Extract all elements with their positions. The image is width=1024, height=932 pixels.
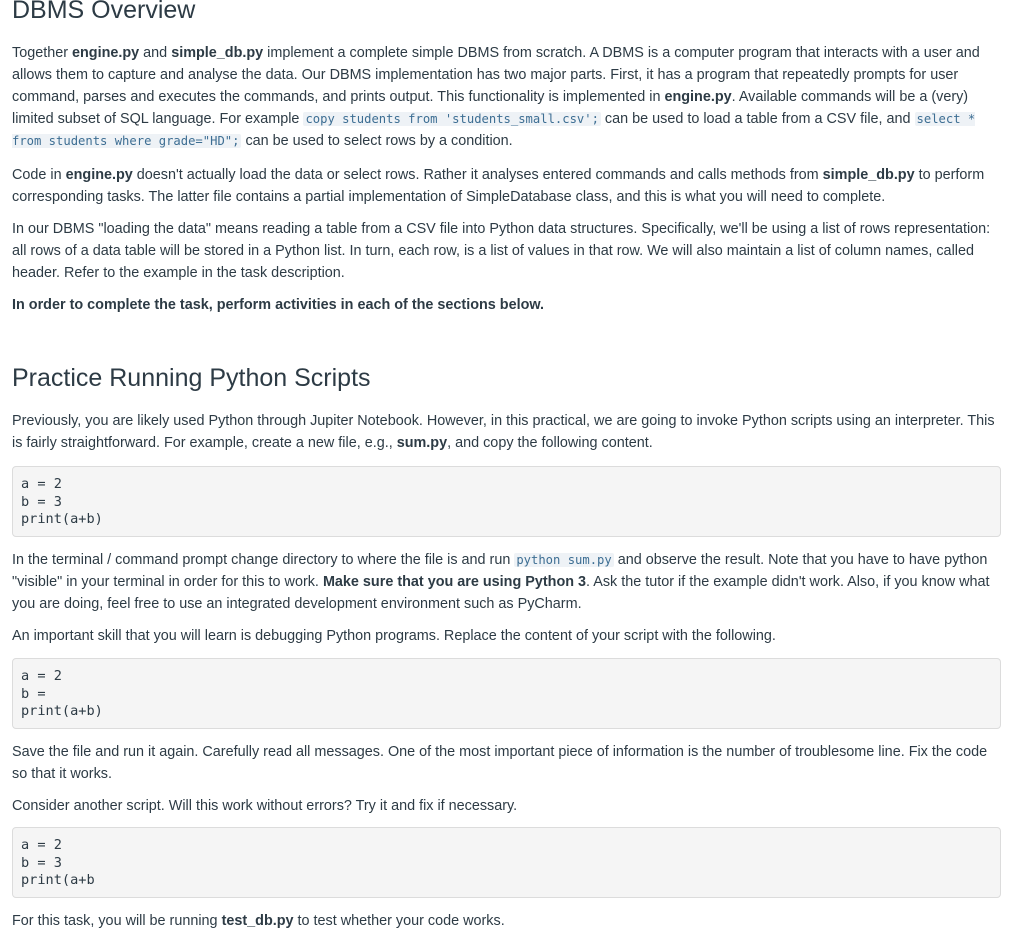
overview-paragraph-4: In order to complete the task, perform activities in each of the sections below. — [12, 297, 545, 313]
inline-code-copy-command: copy students from 'students_small.csv'; — [305, 112, 599, 126]
overview-paragraph-2: Code in engine.py doesn't actually load the data or select rows. Rather it analyses entered commands and calls methods from simple_db.py to perform corresponding tasks. The latter file contains a partial implementation of SimpleDatabase class, and this is what you will need to complete. — [12, 167, 985, 205]
code-line: b = 3 — [21, 854, 62, 871]
code-line: a = 2 — [21, 476, 62, 492]
engine-file-name: engine.py — [65, 167, 133, 183]
practice-paragraph-3: An important skill that you will learn is debugging Python programs. Replace the content of your script with the following. — [12, 628, 776, 644]
code-line: b = 3 — [21, 493, 62, 510]
practice-paragraph-2: In the terminal / command prompt change directory to where the file is and run python sum.py and observe the result. Note that you have to have python "visible" in your terminal in order for this to work. Make sure that you are using Python 3. Ask the tutor if the example didn't work. Also, if you know what you are doing, feel free to use an integrated development environment such as PyCharm. — [12, 552, 990, 612]
overview-heading: DBMS Overview — [12, 0, 196, 24]
inline-code-python-command: python sum.py — [516, 553, 612, 567]
code-line: a = 2 — [21, 668, 62, 684]
practice-paragraph-5: Consider another script. Will this work without errors? Try it and fix if necessary. — [12, 798, 518, 814]
inline-code-select-command: select * from students where grade="HD"; — [12, 112, 976, 148]
code-line: a = 2 — [21, 837, 62, 853]
python-version-note: Make sure that you are using Python 3 — [322, 574, 587, 590]
code-line: print(a+b) — [21, 703, 103, 719]
practice-paragraph-6: For this task, you will be running test_db.py to test whether your code works. — [12, 913, 505, 929]
practice-heading: Practice Running Python Scripts — [12, 364, 371, 392]
engine-file-name: engine.py — [664, 89, 732, 105]
code-block-2 — [12, 658, 1001, 729]
code-block-3 — [12, 827, 1001, 898]
page-content — [12, 0, 1002, 932]
code-block-1 — [12, 466, 1001, 537]
simple-db-file-name: simple_db.py — [171, 45, 264, 61]
overview-paragraph-1: Together engine.py and simple_db.py implement a complete simple DBMS from scratch. A DBMS is a computer program that interacts with a user and allows them to capture and analyse the data. Our DBMS implementation has two major parts. First, it has a program that repeatedly prompts for user command, parses and executes the commands, and prints output. This functionality is implemented in engine.py. Available commands will be a (very) limited subset of SQL language. For example copy students from 'students_small.csv'; can be used to load a table from a CSV file, and select * from students where grade="HD"; can be used to select rows by a condition. — [12, 45, 980, 149]
overview-paragraph-3: In our DBMS "loading the data" means reading a table from a CSV file into Python data structures. Specifically, we'll be using a list of rows representation: all rows of a data table will be stored in a Python list. In turn, each row, is a list of values in that row. We will also maintain a list of column names, called header. Refer to the example in the task description. — [12, 221, 991, 281]
sum-file-name: sum.py — [396, 435, 448, 451]
practice-paragraph-1: Previously, you are likely used Python through Jupiter Notebook. However, in this practical, we are going to invoke Python scripts using an interpreter. This is fairly straightforward. For example, create a new file, e.g., sum.py, and copy the following content. — [12, 413, 995, 451]
code-line: b = — [21, 685, 46, 702]
test-file-name: test_db.py — [221, 913, 294, 929]
engine-file-name: engine.py — [72, 45, 140, 61]
code-line: print(a+b) — [21, 511, 103, 527]
code-line: print(a+b — [21, 872, 95, 888]
simple-db-file-name: simple_db.py — [822, 167, 915, 183]
practice-paragraph-4: Save the file and run it again. Carefully read all messages. One of the most important piece of information is the number of troublesome line. Fix the code so that it works. — [12, 744, 988, 782]
